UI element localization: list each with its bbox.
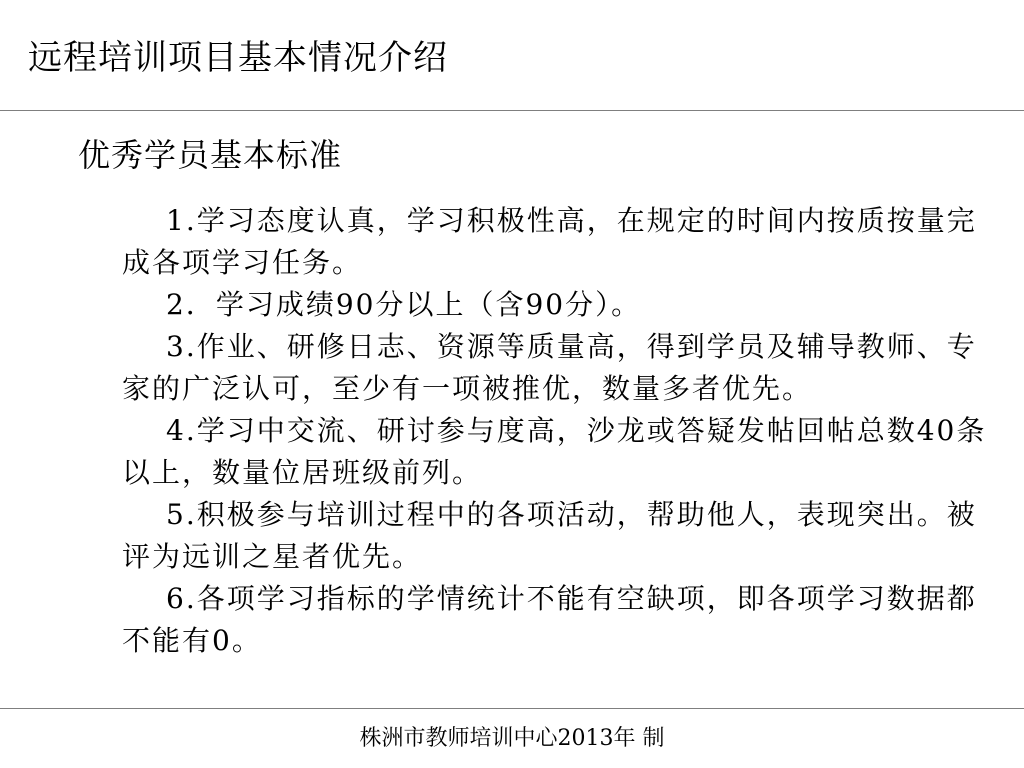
- criterion-item-4: 4.学习中交流、研讨参与度高，沙龙或答疑发帖回帖总数40条以上，数量位居班级前列。: [122, 414, 987, 489]
- criterion-item-6: 6.各项学习指标的学情统计不能有空缺项，即各项学习数据都不能有0。: [122, 582, 977, 657]
- criterion-item-2: 2．学习成绩90分以上（含90分）。: [166, 288, 642, 321]
- criteria-list: [122, 200, 992, 662]
- page-title: 远程培训项目基本情况介绍: [28, 38, 448, 78]
- footer-credit: 株洲市教师培训中心2013年 制: [359, 726, 665, 751]
- criterion-item-5: 5.积极参与培训过程中的各项活动，帮助他人，表现突出。被评为远训之星者优先。: [122, 498, 977, 573]
- criterion-item-1: 1.学习态度认真，学习积极性高，在规定的时间内按质按量完成各项学习任务。: [122, 204, 977, 279]
- footer-divider: [0, 708, 1024, 709]
- criterion-item-3: 3.作业、研修日志、资源等质量高，得到学员及辅导教师、专家的广泛认可，至少有一项被推优，数量多者优先。: [122, 330, 977, 405]
- section-heading: 优秀学员基本标准: [78, 136, 343, 174]
- header-divider: [0, 110, 1024, 111]
